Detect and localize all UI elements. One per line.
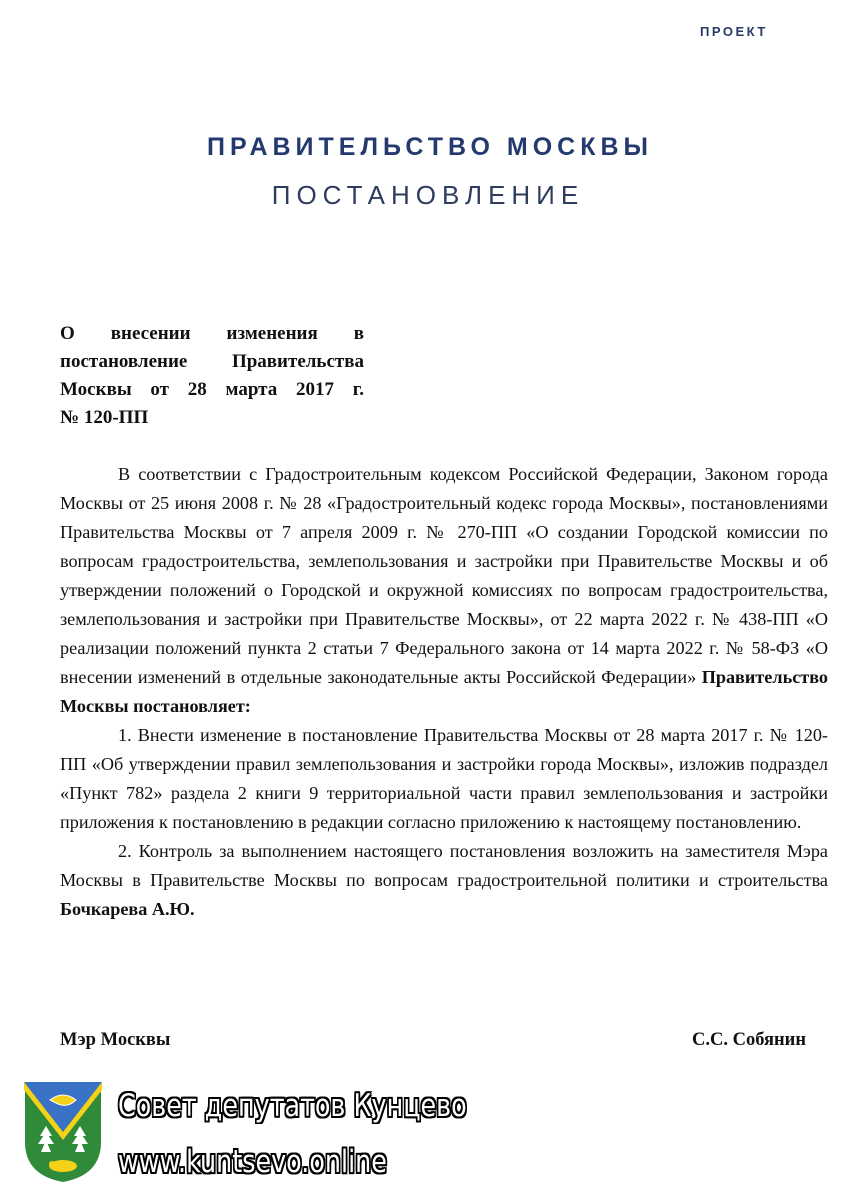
government-title: ПРАВИТЕЛЬСТВО МОСКВЫ — [207, 133, 653, 161]
responsible-person: Бочкарева А.Ю. — [60, 899, 195, 919]
clause-2-text: 2. Контроль за выполнением настоящего постановления возложить на заместителя Мэра Москвы в Правительстве Москвы по вопросам градостроительной политики и строительства — [60, 841, 828, 890]
preamble-paragraph — [60, 460, 828, 721]
draft-stamp: ПРОЕКТ — [700, 24, 768, 39]
document-body — [60, 460, 828, 924]
clause-2 — [60, 837, 828, 924]
clause-1: 1. Внести изменение в постановление Правительства Москвы от 28 марта 2017 г. № 120-ПП «Об утверждении правил землепользования и застройки города Москвы», изложив подраздел «Пункт 782» раздела 2 книги 9 территориальной части правил землепользования и застройки приложения к постановлению в редакции согласно приложению к настоящему постановлению. — [60, 725, 828, 832]
preamble-text: В соответствии с Градостроительным кодексом Российской Федерации, Законом города Москвы от 25 июня 2008 г. № 28 «Градостроительный кодекс города Москвы», постановлениями Правительства Москвы от 7 апреля 2009 г. № 270-ПП «О создании Городской комиссии по вопросам градостроительства, землепользования и застройки при Правительстве Москвы и об утверждении положений о Городской и окружной комиссиях по вопросам градостроительства, землепользования и застройки при Правительстве Москвы», от 22 марта 2022 г. № 438-ПП «О реализации положений пункта 2 статьи 7 Федерального закона от 14 марта 2022 г. № 58-ФЗ «О внесении изменений в отдельные законодательные акты Российской Федерации» — [60, 464, 828, 687]
document-type: ПОСТАНОВЛЕНИЕ — [271, 180, 585, 210]
signature-position: Мэр Москвы — [60, 1030, 171, 1050]
signature-name: С.С. Собянин — [692, 1030, 806, 1050]
watermark-url[interactable]: www.kuntsevo.online — [118, 1144, 387, 1180]
watermark-title: Совет депутатов Кунцево — [118, 1088, 467, 1124]
subject-text: О внесении изменения в постановление Правительства Москвы от 28 марта 2017 г. — [60, 323, 364, 400]
district-emblem-icon — [22, 1080, 104, 1185]
subject-number: № 120-ПП — [60, 407, 149, 428]
document-subject — [60, 320, 364, 432]
resolution-phrase: Правительство Москвы постановляет: — [60, 667, 828, 716]
